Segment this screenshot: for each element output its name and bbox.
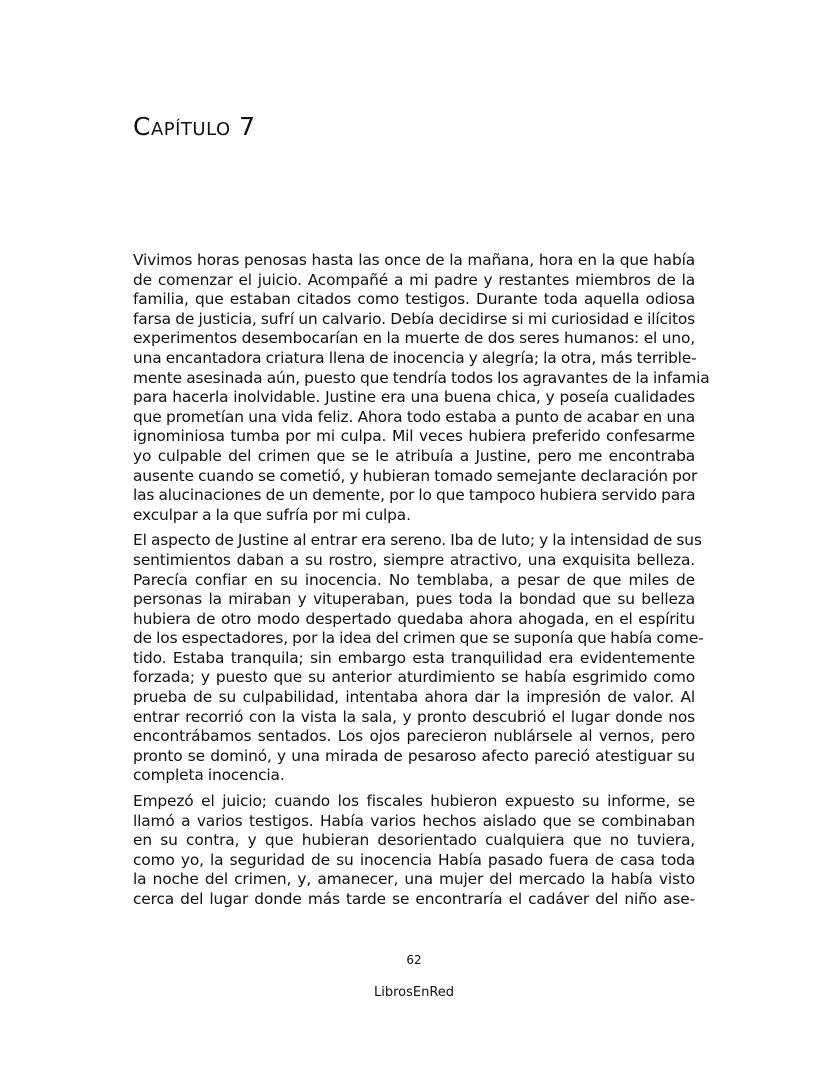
text-line: las alucinaciones de un demente, por lo que tampoco hubiera servido para	[133, 486, 696, 505]
text-line: de los espectadores, por la idea del crimen que se suponía que había come-	[133, 629, 704, 648]
text-line: la noche del crimen, y, amanecer, una mujer del mercado la había visto	[133, 870, 695, 889]
text-line: farsa de justicia, sufrí un calvario. Debía decidirse si mi curiosidad e ilícitos	[133, 309, 695, 328]
text-line: pronto se dominó, y una mirada de pesaroso afecto pareció atestiguar su	[133, 746, 695, 765]
text-line: yo culpable del crimen que se le atribuía a Justine, pero me encontraba	[133, 446, 695, 465]
text-line: hubiera de otro modo despertado quedaba ahora ahogada, en el espíritu	[133, 609, 695, 628]
text-line: para hacerla inolvidable. Justine era una buena chica, y poseía cualidades	[133, 388, 695, 407]
text-line: como yo, la seguridad de su inocencia Había pasado fuera de casa toda	[133, 850, 695, 869]
text-line: Parecía confiar en su inocencia. No temblaba, a pesar de que miles de	[133, 570, 695, 589]
text-line: exculpar a la que sufría por mi culpa.	[133, 505, 411, 524]
text-line: tido. Estaba tranquila; sin embargo esta tranquilidad era evidentemente	[133, 648, 695, 667]
publisher-footer: LibrosEnRed	[373, 985, 455, 1000]
text-line: encontrábamos sentados. Los ojos parecieron nublársele al vernos, pero	[133, 727, 695, 746]
text-line: que prometían una vida feliz. Ahora todo estaba a punto de acabar en una	[133, 407, 695, 426]
text-line: una encantadora criatura llena de inocencia y alegría; la otra, más terrible-	[133, 348, 697, 367]
text-line: sentimientos daban a su rostro, siempre atractivo, una exquisita belleza.	[133, 550, 695, 569]
paragraph	[133, 531, 704, 786]
text-line: familia, que estaban citados como testigos. Durante toda aquella odiosa	[133, 290, 695, 309]
chapter-title: Capítulo 7	[133, 112, 256, 141]
text-line: ausente cuando se cometió, y hubieran tomado semejante declaración por	[133, 466, 698, 485]
text-line: Vivimos horas penosas hasta las once de la mañana, hora en la que había	[133, 251, 695, 269]
text-line: cerca del lugar donde más tarde se encontraría el cadáver del niño ase-	[133, 890, 695, 908]
paragraph	[133, 251, 710, 525]
text-line: forzada; y puesto que su anterior aturdimiento se había esgrimido como	[133, 668, 695, 687]
page-number: 62	[406, 953, 422, 967]
text-line: de comenzar el juicio. Acompañé a mi padre y restantes miembros de la	[133, 270, 695, 289]
text-line: experimentos desembocarían en la muerte de dos seres humanos: el uno,	[133, 329, 695, 348]
text-line: ignominiosa tumba por mi culpa. Mil veces hubiera preferido confesarme	[133, 427, 695, 446]
text-line: prueba de su culpabilidad, intentaba ahora dar la impresión de valor. Al	[133, 688, 695, 707]
paragraph	[133, 792, 695, 910]
text-line: completa inocencia.	[133, 766, 285, 785]
body-text	[133, 251, 710, 916]
text-line: en su contra, y que hubieran desorientado cualquiera que no tuviera,	[133, 831, 695, 850]
text-line: entrar recorrió con la vista la sala, y pronto descubrió el lugar donde nos	[133, 707, 695, 726]
text-line: Empezó el juicio; cuando los fiscales hubieron expuesto su informe, se	[133, 792, 695, 811]
text-line: llamó a varios testigos. Había varios hechos aislado que se combinaban	[133, 811, 695, 830]
text-line: El aspecto de Justine al entrar era sereno. Iba de luto; y la intensidad de sus	[133, 531, 702, 550]
text-line: mente asesinada aún, puesto que tendría todos los agravantes de la infamia	[133, 368, 710, 387]
text-line: personas la miraban y vituperaban, pues toda la bondad que su belleza	[133, 590, 695, 609]
